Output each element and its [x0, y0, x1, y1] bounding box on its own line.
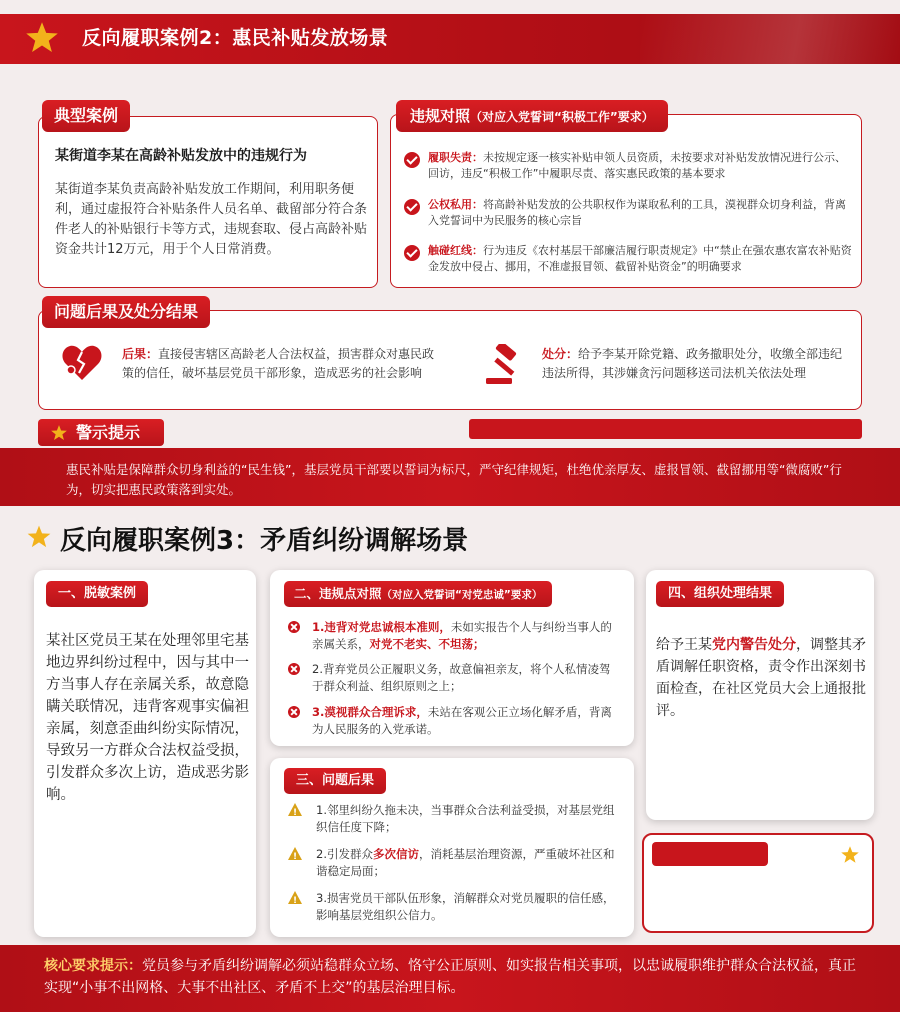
warning-triangle-icon	[288, 847, 302, 860]
problem-item-text: 3.损害党员干部队伍形象，消解群众对党员履职的信任感，影响基层党组织公信力。	[316, 891, 615, 922]
warning-triangle-icon	[288, 891, 302, 904]
violation-point-2	[288, 661, 620, 695]
star-icon	[50, 424, 68, 442]
cross-icon	[288, 621, 300, 633]
problem-item-3	[288, 890, 620, 924]
org-result-emph: 党内警告处分	[712, 637, 796, 653]
star-icon	[840, 845, 860, 865]
case-title: 某街道李某在高龄补贴发放中的违规行为	[55, 148, 307, 164]
consequence-right-label: 处分：	[542, 347, 579, 361]
violation-point-label: 1.违背对党忠诚根本准则，	[312, 620, 451, 634]
violation-points-tag-sub: （对应入党誓词“对党忠诚”要求）	[381, 589, 543, 601]
violation-item-text: 行为违反《农村基层干部廉洁履行职责规定》中“禁止在强农惠农富农补贴资金发放中侵占、挪用，不准虚报冒领、截留补贴资金”的明确要求	[428, 244, 852, 273]
violation-item-label: 触碰红线：	[428, 244, 483, 257]
org-result-post: ，调整其矛盾调解任职资格，责令作出深刻书面检查，在社区党员大会上通报批评。	[656, 637, 866, 719]
violation-point-label: 3.漠视群众合理诉求，	[312, 705, 428, 719]
section1-title: 反向履职案例2：惠民补贴发放场景	[82, 27, 389, 49]
banner-shine	[640, 14, 900, 64]
violation-item-2	[404, 197, 852, 229]
cross-icon	[288, 706, 300, 718]
violation-tag-sub: （对应入党誓词“积极工作”要求）	[470, 110, 654, 124]
problem-item-emph: 多次信访	[372, 847, 419, 861]
warning-decor-bar	[469, 419, 862, 439]
violation-points-tag	[284, 581, 552, 607]
case-body: 某街道李某负责高龄补贴发放工作期间，利用职务便利，通过虚报符合补贴条件人员名单、截留部分符合条件老人的补贴银行卡等方式，违规套取、侵占高龄补贴资金共计12万元，用于个人日常消费。	[55, 182, 368, 257]
violation-tag	[396, 100, 668, 132]
consequence-right-text: 给予李某开除党籍、政务撤职处分，收缴全部违纪违法所得，其涉嫌贪污问题移送司法机关依法处理	[542, 347, 843, 380]
decor-card-bar	[652, 842, 768, 866]
core-requirement-body: 党员参与矛盾纠纷调解必须站稳群众立场、恪守公正原则、如实报告相关事项，以忠诚履职维护群众合法权益，真正实现“小事不出网格、大事不出社区、矛盾不上交”的基层治理目标。	[44, 958, 856, 996]
warning-triangle-icon	[288, 803, 302, 816]
org-result-tag: 四、组织处理结果	[656, 581, 784, 607]
violation-points-tag-label: 二、违规点对照	[294, 586, 382, 601]
star-icon	[26, 524, 52, 550]
core-requirement-text	[44, 955, 864, 999]
violation-item-text: 将高龄补贴发放的公共职权作为谋取私利的工具，漠视群众切身利益，背离入党誓词中为民服务的核心宗旨	[428, 198, 846, 227]
violation-item-label: 公权私用：	[428, 198, 483, 211]
warning-tag-label: 警示提示	[76, 423, 141, 442]
desensitized-case-tag: 一、脱敏案例	[46, 581, 148, 607]
violation-point-1	[288, 619, 620, 653]
broken-heart-icon	[60, 340, 104, 384]
violation-point-text: 2.背弃党员公正履职义务，故意偏袒亲友，将个人私情凌驾于群众利益、组织原则之上；	[312, 662, 611, 693]
consequence-tag: 问题后果及处分结果	[42, 296, 210, 328]
gavel-icon	[482, 344, 528, 386]
section1-banner	[0, 14, 900, 64]
violation-point-3	[288, 704, 620, 738]
warning-tag	[38, 419, 164, 446]
check-icon	[404, 245, 420, 261]
problem-item-text: 1.邻里纠纷久拖未决，当事群众合法利益受损，对基层党组织信任度下降；	[316, 803, 615, 834]
violation-item-3	[404, 243, 852, 275]
org-result-pre: 给予王某	[656, 637, 712, 653]
cross-icon	[288, 663, 300, 675]
violation-point-text: 未如实报告个人与纠纷当事人的亲属关系，	[312, 620, 612, 651]
violation-item-label: 履职失责：	[428, 151, 483, 164]
consequence-right	[542, 345, 847, 383]
consequence-left-text: 直接侵害辖区高龄老人合法权益，损害群众对惠民政策的信任，破坏基层党员干部形象，造成恶劣的社会影响	[122, 347, 435, 380]
star-icon	[24, 20, 60, 56]
problem-item-pre: 2.引发群众	[316, 847, 373, 861]
check-icon	[404, 199, 420, 215]
problem-consequence-tag: 三、问题后果	[284, 768, 386, 794]
consequence-left	[122, 345, 440, 383]
violation-point-text: 未站在客观公正立场化解矛盾，背离为人民服务的入党承诺。	[312, 705, 612, 736]
violation-point-emph: 对党不老实、不坦荡；	[369, 637, 485, 651]
problem-item-post: ，消耗基层治理资源，严重破坏社区和谐稳定局面；	[316, 847, 615, 878]
core-requirement-label: 核心要求提示：	[44, 958, 142, 974]
violation-tag-label: 违规对照	[410, 107, 471, 125]
consequence-left-label: 后果：	[122, 347, 159, 361]
problem-item-2	[288, 846, 620, 880]
problem-item-1	[288, 802, 620, 836]
org-result-body	[656, 634, 866, 722]
warning-text: 惠民补贴是保障群众切身利益的“民生钱”，基层党员干部要以誓词为标尺，严守纪律规矩，杜绝优亲厚友、虚报冒领、截留挪用等“微腐败”行为，切实把惠民政策落到实处。	[66, 462, 842, 497]
desensitized-case-body: 某社区党员王某在处理邻里宅基地边界纠纷过程中，因与其中一方当事人存在亲属关系，故意隐瞒关联情况，违背客观事实偏袒亲属，刻意歪曲纠纷实际情况，导致另一方群众合法权益受损，引发群众多次上访，造成恶劣影响。	[46, 633, 249, 803]
violation-item-1	[404, 150, 852, 182]
check-icon	[404, 152, 420, 168]
section2-title: 反向履职案例3：矛盾纠纷调解场景	[60, 526, 469, 556]
case-tag: 典型案例	[42, 100, 130, 132]
violation-item-text: 未按规定逐一核实补贴申领人员资质，未按要求对补贴发放情况进行公示、回访，违反“积极工作”中履职尽责、落实惠民政策的基本要求	[428, 151, 846, 180]
